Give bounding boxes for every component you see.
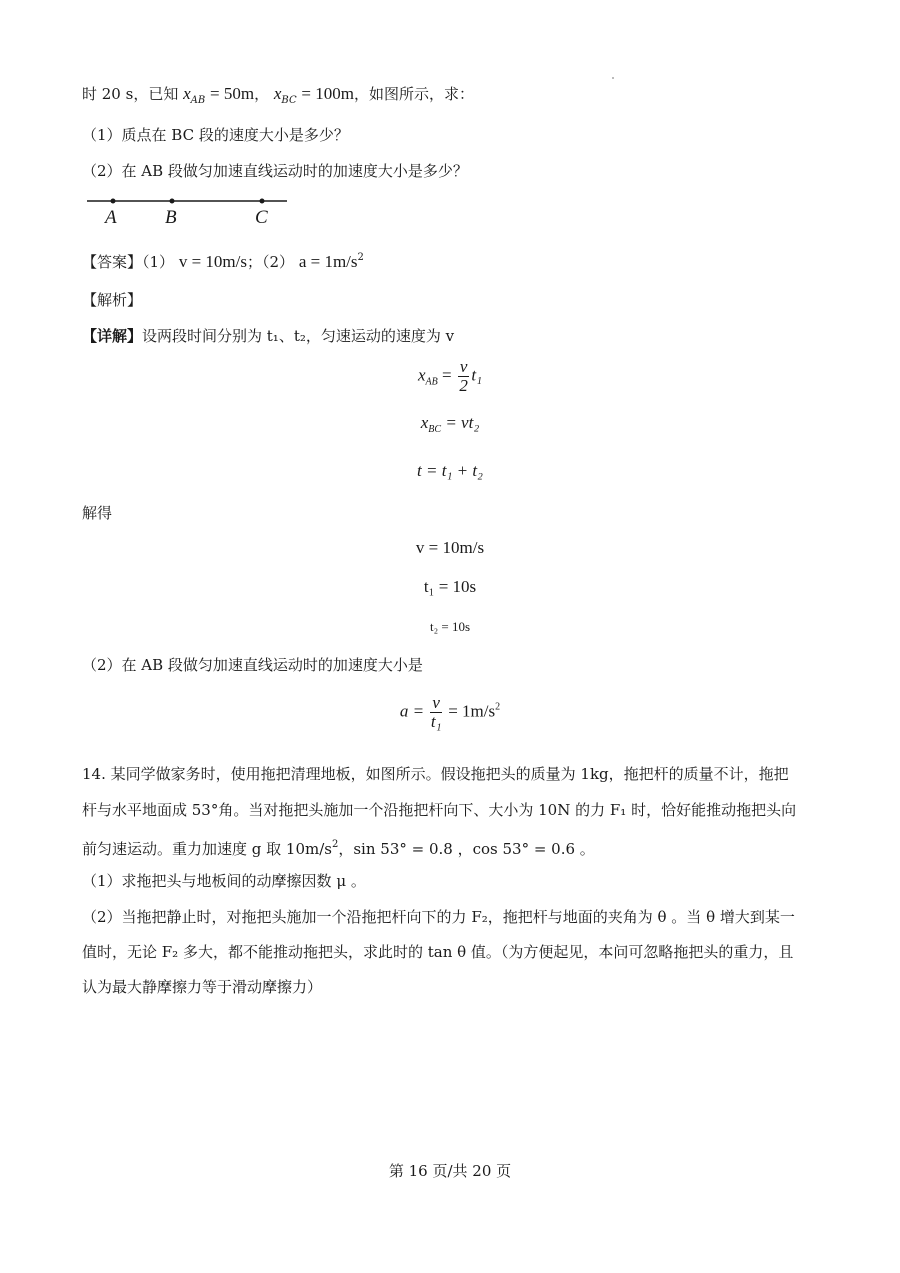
eq1-fraction: $\frac{v}{2}$ bbox=[459, 357, 468, 395]
q13-intro: 时 20 s，已知 $x_{AB} = 50m$， $x_{BC} = 100m$，如图所示，求： bbox=[82, 84, 474, 106]
q14-part2-line2: 值时，无论 F₂ 多大，都不能推动拖把头，求此时的 tan θ 值。（为方便起见，本问可忽略拖把头的重力，且 bbox=[82, 943, 794, 961]
eq-t-sum: t = t₁ + t₂ bbox=[417, 461, 483, 480]
point-c-dot bbox=[260, 199, 265, 204]
q14-line2: 杆与水平地面成 53°角。当对拖把头施加一个沿拖把杆向下、大小为 10N 的力 F₁ 时，恰好能推动拖把头向 bbox=[82, 801, 797, 819]
point-b-label: B bbox=[165, 207, 177, 228]
q13-part2-solution: （2）在 AB 段做匀加速直线运动时的加速度大小是 bbox=[82, 656, 423, 674]
eq-xbc: $x_{BC} = vt_2$ bbox=[420, 413, 480, 435]
acc-fraction: $\frac{v}{\text{t₁}}$ bbox=[430, 693, 442, 731]
q14-line1: 14. 某同学做家务时，使用拖把清理地板，如图所示。假设拖把头的质量为 1kg，拖把杆的质量不计，拖把 bbox=[82, 765, 789, 783]
abc-line-diagram bbox=[85, 190, 295, 230]
result-t1: t₁ = 10s bbox=[423, 577, 477, 596]
point-c-label: C bbox=[255, 207, 268, 228]
q13-part1: （1）质点在 BC 段的速度大小是多少？ bbox=[82, 126, 349, 144]
solve-label: 解得 bbox=[82, 504, 113, 522]
eq-acceleration: a = $\frac{v}{\text{t₁}}$ = $1m/s^2$ bbox=[399, 693, 501, 731]
point-a-dot bbox=[111, 199, 116, 204]
point-b-dot bbox=[170, 199, 175, 204]
q14-line3: 前匀速运动。重力加速度 g 取 $10m/s^2$，sin 53° = 0.8 ，cos 53° = 0.6 。 bbox=[82, 839, 595, 858]
result-t2: t₂ = 10s bbox=[429, 619, 471, 634]
q14-part1: （1）求拖把头与地板间的动摩擦因数 μ 。 bbox=[82, 872, 366, 890]
q14-part2-line1: （2）当拖把静止时，对拖把头施加一个沿拖把杆向下的力 F₂，拖把杆与地面的夹角为 θ 。当 θ 增大到某一 bbox=[82, 908, 795, 926]
q13-part2: （2）在 AB 段做匀加速直线运动时的加速度大小是多少？ bbox=[82, 162, 468, 180]
analysis-label: 【解析】 bbox=[82, 291, 143, 309]
q13-answer: 【答案】（1） v = 10m/s；（2） $a = 1m/s^2$ bbox=[82, 252, 364, 271]
q14-part2-line3: 认为最大静摩擦力等于滑动摩擦力） bbox=[82, 978, 323, 996]
page-footer: 第 16 页/共 20 页 bbox=[388, 1162, 512, 1180]
point-a-label: A bbox=[105, 207, 117, 228]
result-v: v = 10m/s bbox=[415, 538, 485, 557]
detail-line: 【详解】设两段时间分别为 t₁、t₂，匀速运动的速度为 v bbox=[82, 327, 455, 345]
scan-speck bbox=[612, 77, 614, 79]
eq-xab: $x_{AB}$ = $\frac{v}{2}$ t₁ bbox=[417, 357, 483, 395]
